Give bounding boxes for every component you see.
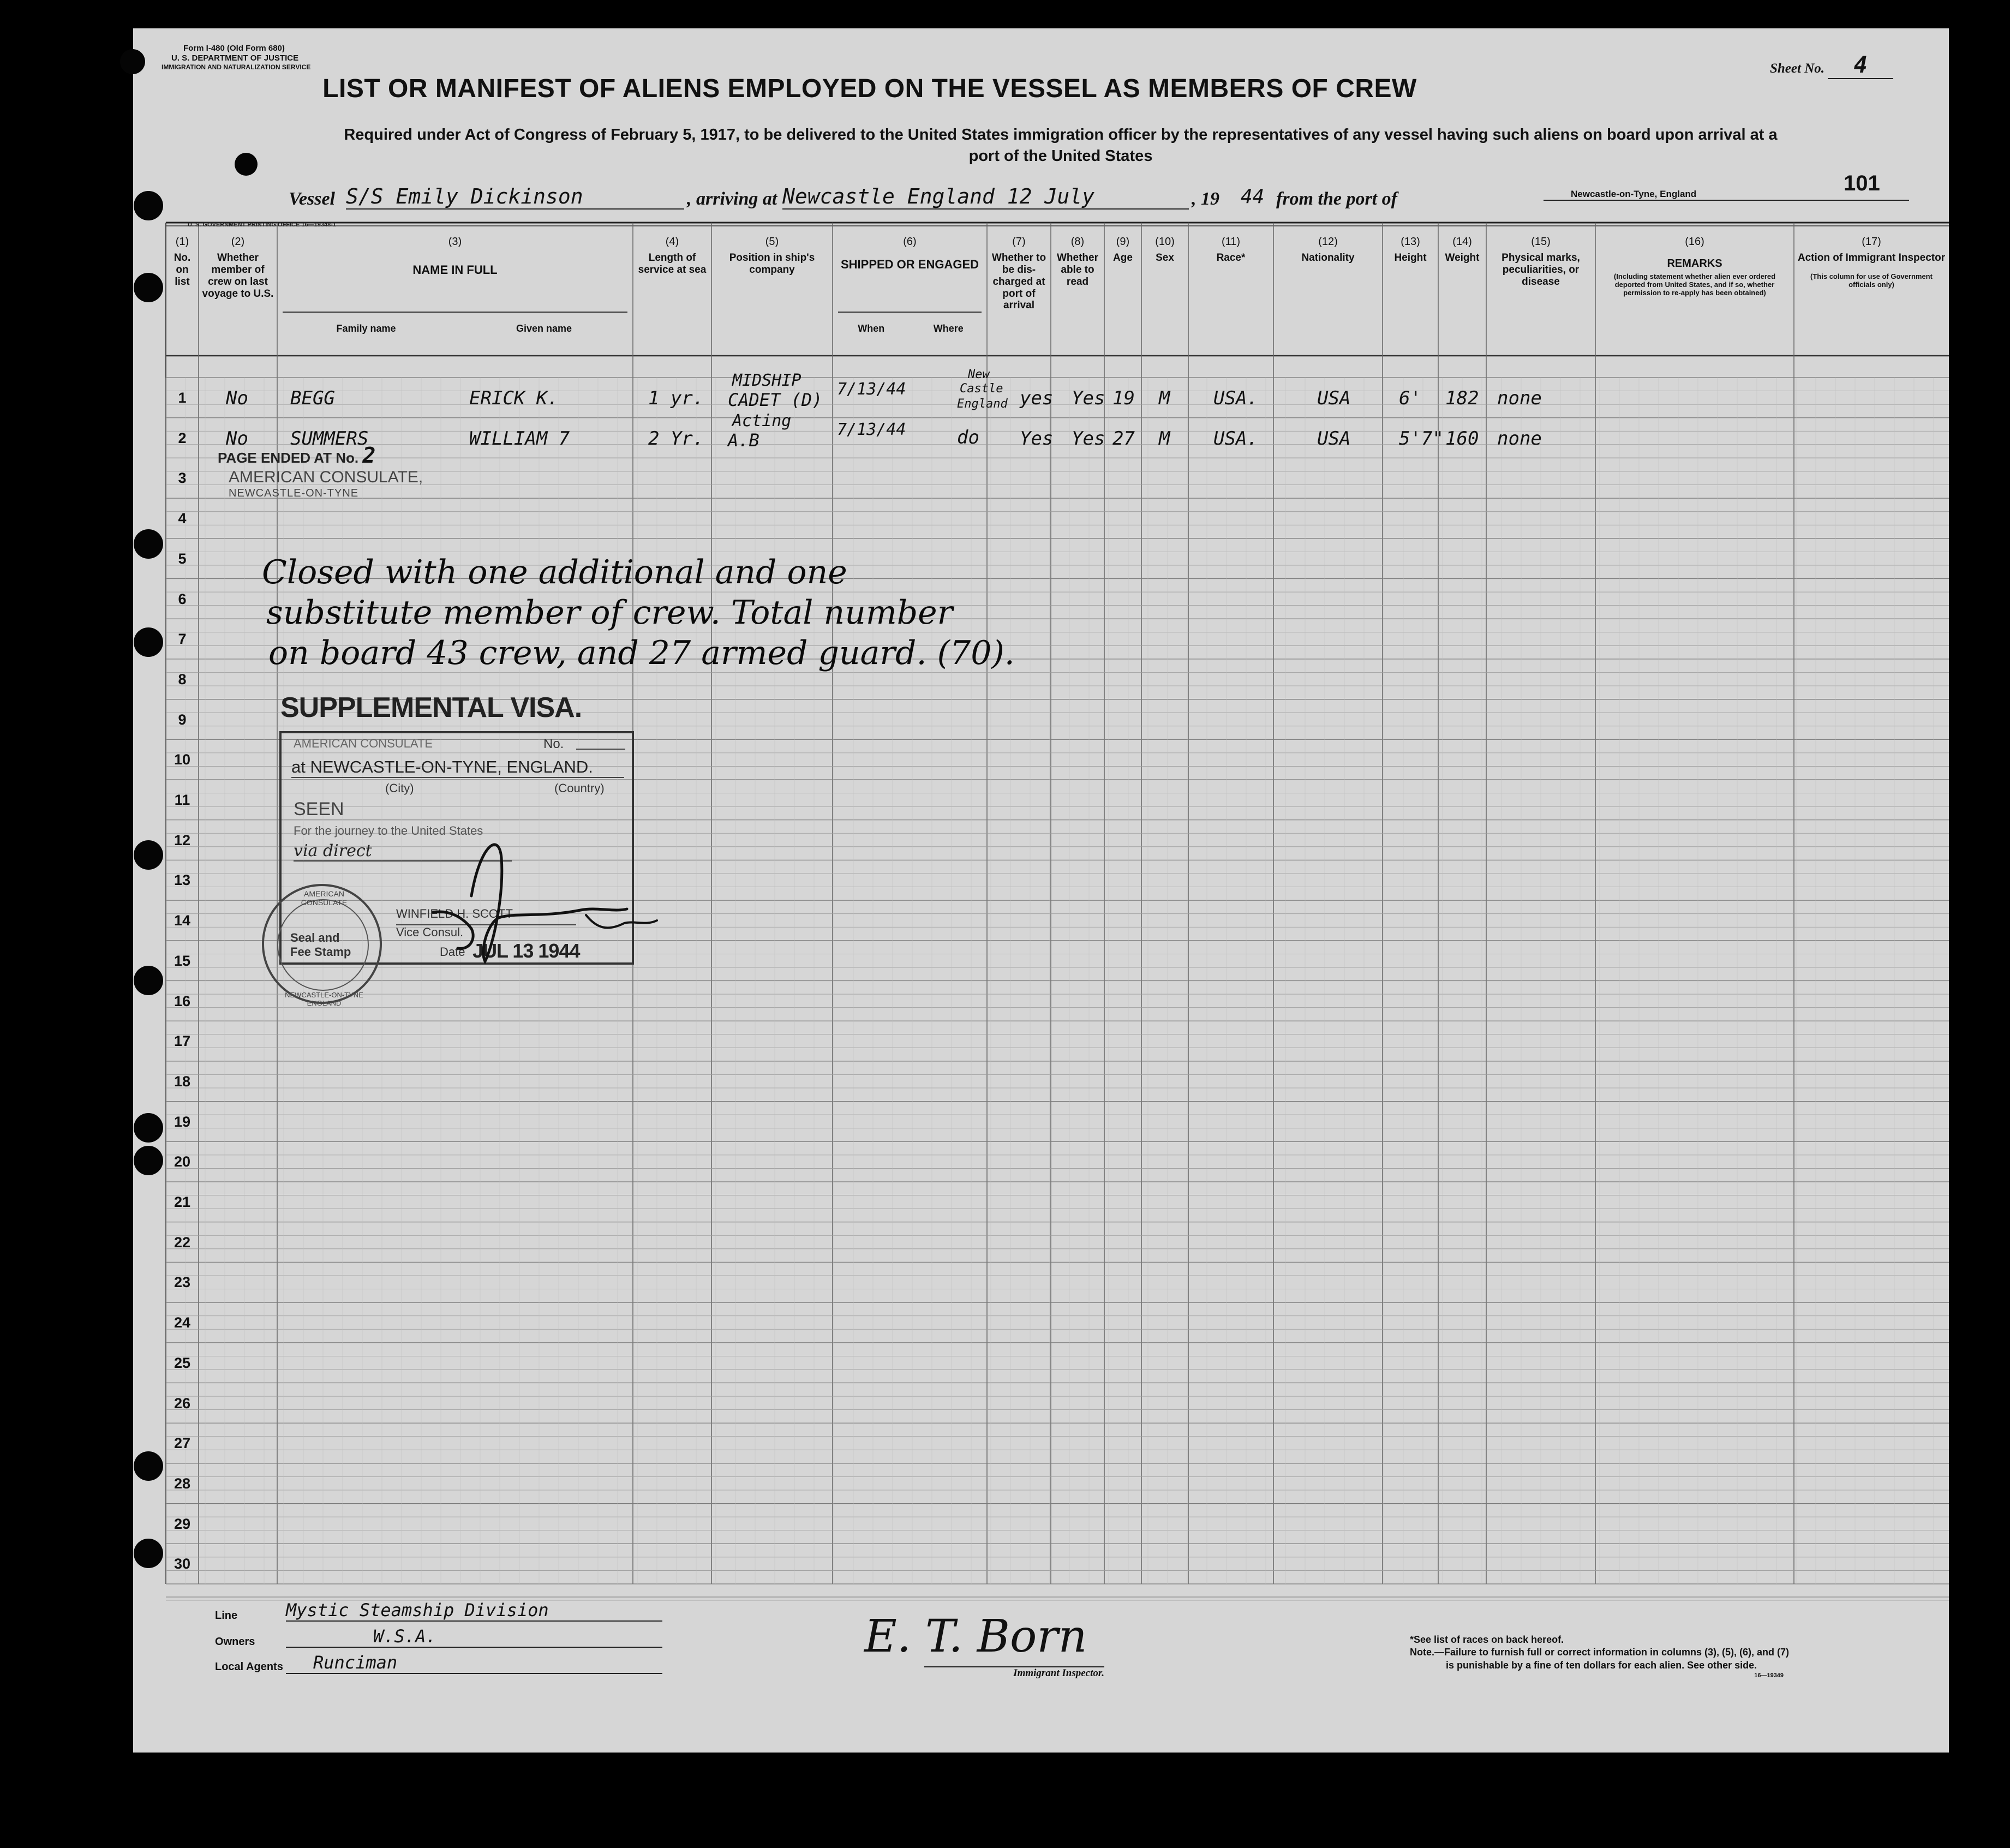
- entry-read: Yes: [1072, 427, 1105, 450]
- visa-date: JUL 13 1944: [472, 940, 580, 962]
- form-identifier: [161, 44, 310, 71]
- visa-heading: SUPPLEMENTAL VISA.: [280, 692, 582, 723]
- agents-value: Runciman: [286, 1652, 662, 1674]
- binder-hole: [134, 273, 163, 302]
- column-subheader-6-b: Where: [933, 323, 964, 334]
- binder-hole: [134, 1113, 163, 1143]
- column-header-9: Age: [1113, 252, 1133, 264]
- column-number-11: (11): [1221, 236, 1241, 248]
- entry-position2: CADET (D): [728, 390, 823, 410]
- entry-family: SUMMERS: [290, 427, 369, 450]
- entry-last-voyage: No: [226, 387, 248, 409]
- entry-age: 19: [1112, 387, 1135, 409]
- entry-given: ERICK K.: [469, 387, 559, 409]
- column-header-15: Physical marks, peculiarities, or disease: [1501, 252, 1580, 288]
- sheet-number: 4: [1828, 51, 1893, 79]
- page-ended-stamp: [218, 443, 423, 500]
- entry-position1: MIDSHIP: [732, 371, 801, 390]
- closing-note-line-3: on board 43 crew, and 27 armed guard. (70).: [268, 634, 1015, 672]
- row-number: 25: [174, 1354, 191, 1371]
- manifest-sheet: [133, 28, 1949, 1753]
- row-number: 11: [174, 792, 190, 808]
- row-number: 21: [174, 1194, 191, 1210]
- entry-family: BEGG: [290, 387, 335, 409]
- arriving-label: , arriving at: [687, 189, 777, 209]
- column-number-4: (4): [665, 236, 679, 248]
- column-header-2: Whether member of crew on last voyage to U.S.: [202, 252, 274, 300]
- year-prefix: , 19: [1192, 189, 1219, 209]
- column-number-17: (17): [1862, 236, 1881, 248]
- punch-mark: [120, 49, 145, 74]
- row-number: 15: [174, 952, 191, 969]
- column-number-13: (13): [1401, 236, 1420, 248]
- seal-ring-bottom: NEWCASTLE-ON-TYNE ENGLAND: [285, 991, 363, 1007]
- column-number-5: (5): [765, 236, 779, 248]
- row-number: 10: [174, 751, 191, 768]
- form-code: 16—19349: [1754, 1672, 1784, 1679]
- vessel-name: S/S Emily Dickinson: [346, 184, 684, 210]
- owners-label: Owners: [215, 1636, 255, 1648]
- entry-race: USA.: [1213, 387, 1258, 409]
- form-subtitle: [182, 124, 1939, 167]
- entry-marks: none: [1497, 427, 1542, 450]
- visa-city-label: (City): [385, 781, 414, 795]
- binder-hole: [134, 529, 163, 559]
- binder-hole: [134, 840, 163, 870]
- entry-weight: 160: [1445, 427, 1479, 450]
- entry-where3: England: [957, 397, 1008, 411]
- seal-text: Seal and Fee Stamp: [290, 931, 351, 959]
- from-label: from the port of: [1276, 189, 1397, 209]
- entry-where1: do: [957, 426, 979, 448]
- sheet-number-field: [1770, 51, 1893, 79]
- sheet-label: Sheet No.: [1770, 61, 1824, 76]
- entry-race: USA.: [1213, 427, 1258, 450]
- vessel-line: [289, 184, 1898, 215]
- department: U. S. DEPARTMENT OF JUSTICE: [171, 53, 299, 63]
- entry-service: 2 Yr.: [648, 427, 704, 450]
- column-number-2: (2): [231, 236, 245, 248]
- entry-position2: A.B: [728, 429, 759, 451]
- column-number-1: (1): [175, 236, 189, 248]
- row-number: 30: [174, 1556, 191, 1572]
- column-header-17: Action of Immigrant Inspector: [1797, 252, 1946, 264]
- note-line-1: Note.—Failure to furnish full or correct information in columns (3), (5), (6), and (7): [1410, 1647, 1790, 1658]
- binder-hole: [134, 966, 163, 995]
- vessel-label: Vessel: [289, 189, 335, 209]
- agents-label: Local Agents: [215, 1661, 283, 1673]
- column-number-15: (15): [1531, 236, 1551, 248]
- row-number: 18: [174, 1073, 191, 1090]
- visa-via: via direct: [294, 841, 512, 862]
- entry-read: Yes: [1072, 387, 1105, 409]
- consulate-line: AMERICAN CONSULATE,: [229, 468, 423, 486]
- from-port: Newcastle-on-Tyne, England: [1544, 189, 1909, 201]
- binder-hole: [134, 1146, 163, 1175]
- entry-discharged: Yes: [1020, 427, 1054, 450]
- column-header-16: REMARKS: [1667, 258, 1722, 270]
- page-ended-value: 2: [362, 443, 376, 468]
- entry-where2: Castle: [960, 382, 1003, 396]
- owners-value: W.S.A.: [286, 1626, 662, 1648]
- consul-signature: [368, 814, 673, 978]
- entry-marks: none: [1497, 387, 1542, 409]
- closing-note: [262, 552, 1015, 673]
- binder-hole: [134, 627, 163, 657]
- column-header-3: NAME IN FULL: [412, 263, 498, 277]
- column-header-12: Nationality: [1301, 252, 1355, 264]
- column-header-11: Race*: [1216, 252, 1246, 264]
- entry-age: 27: [1112, 427, 1135, 450]
- note-line-2: is punishable by a fine of ten dollars for each alien. See other side.: [1446, 1659, 1757, 1671]
- year-suffix: 44: [1241, 186, 1265, 208]
- row-number: 27: [174, 1435, 191, 1452]
- row-number: 8: [178, 671, 187, 687]
- entry-nationality: USA: [1317, 387, 1351, 409]
- visa-no-label: No.: [543, 737, 564, 751]
- footer-fields: [215, 1600, 706, 1682]
- entry-discharged: yes: [1020, 387, 1054, 409]
- column-number-10: (10): [1155, 236, 1175, 248]
- entry-position1: Acting: [732, 411, 792, 430]
- row-number: 3: [178, 470, 187, 487]
- row-number: 24: [174, 1314, 191, 1331]
- column-header-14: Weight: [1445, 252, 1480, 264]
- column-subheader-3-a: Family name: [336, 323, 396, 334]
- column-header-6: SHIPPED OR ENGAGED: [840, 258, 979, 271]
- inspector-label: Immigrant Inspector.: [924, 1666, 1104, 1679]
- service: IMMIGRATION AND NATURALIZATION SERVICE: [161, 63, 311, 71]
- entry-sex: M: [1159, 427, 1170, 450]
- row-number: 6: [178, 590, 187, 607]
- column-number-8: (8): [1070, 236, 1085, 248]
- row-number: 19: [174, 1113, 191, 1130]
- column-header-5: Position in ship's company: [729, 252, 815, 276]
- row-number: 22: [174, 1234, 191, 1251]
- punch-mark: [235, 153, 258, 176]
- closing-note-line-1: Closed with one additional and one: [262, 553, 847, 591]
- closing-note-line-2: substitute member of crew. Total number: [266, 594, 953, 632]
- entry-height: 6': [1399, 387, 1421, 409]
- row-number: 5: [178, 550, 187, 567]
- page-ended-label: PAGE ENDED AT No.: [218, 450, 359, 466]
- column-subheader-16-a: (Including statement whether alien ever ordered deported from United States, and if so, whether permission to re-apply has been obtained): [1613, 272, 1776, 297]
- column-number-6: (6): [903, 236, 917, 248]
- inspector-signature: E. T. Born: [864, 1611, 1087, 1662]
- row-number: 16: [174, 992, 191, 1009]
- entry-where1: New: [968, 368, 990, 381]
- column-header-13: Height: [1394, 252, 1427, 264]
- column-number-16: (16): [1685, 236, 1704, 248]
- column-number-14: (14): [1452, 236, 1472, 248]
- row-number: 20: [174, 1153, 191, 1170]
- binder-hole: [134, 191, 163, 220]
- entry-service: 1 yr.: [648, 387, 704, 409]
- row-number: 12: [174, 832, 191, 848]
- form-number: Form I-480 (Old Form 680): [183, 44, 285, 53]
- visa-country-label: (Country): [554, 781, 605, 795]
- visa-seen: SEEN: [294, 799, 344, 820]
- line-label: Line: [215, 1610, 238, 1622]
- entry-when: 7/13/44: [837, 420, 906, 439]
- column-header-1: No. on list: [174, 252, 191, 288]
- row-number: 9: [178, 711, 187, 728]
- column-header-4: Length of service at sea: [638, 252, 707, 276]
- visa-consulate: AMERICAN CONSULATE: [294, 737, 433, 750]
- entry-last-voyage: No: [226, 427, 248, 450]
- line-value: Mystic Steamship Division: [286, 1600, 662, 1622]
- binder-hole: [134, 1539, 163, 1568]
- row-number: 28: [174, 1475, 191, 1492]
- row-number: 7: [178, 631, 187, 648]
- column-header-10: Sex: [1156, 252, 1174, 264]
- binder-hole: [134, 1451, 163, 1481]
- visa-journey: For the journey to the United States: [294, 824, 483, 838]
- entry-nationality: USA: [1317, 427, 1351, 450]
- footer-notes: [1410, 1634, 1789, 1679]
- column-subheader-3-b: Given name: [516, 323, 572, 334]
- row-number: 14: [174, 912, 191, 929]
- consulate-seal: [262, 884, 382, 1007]
- column-header-7: Whether to be dis-charged at port of arrival: [991, 252, 1046, 312]
- visa-location: at NEWCASTLE-ON-TYNE, ENGLAND.: [291, 757, 624, 778]
- row-number: 2: [178, 429, 187, 446]
- print-office: U. S. GOVERNMENT PRINTING OFFICE 16—19348-1: [188, 222, 337, 228]
- entry-sex: M: [1159, 387, 1170, 409]
- column-number-3: (3): [448, 236, 462, 248]
- visa-date-label: Date: [440, 945, 465, 959]
- visa-no-line: [576, 749, 625, 750]
- row-number: 26: [174, 1395, 191, 1412]
- entry-height: 5'7": [1399, 427, 1444, 450]
- row-number: 17: [174, 1033, 191, 1050]
- seal-ring-top: AMERICAN CONSULATE: [301, 889, 348, 907]
- entry-given: WILLIAM 7: [469, 427, 570, 450]
- row-number: 1: [178, 390, 187, 406]
- races-note: *See list of races on back hereof.: [1410, 1634, 1564, 1645]
- subtitle-line-1: Required under Act of Congress of February 5, 1917, to be delivered to the United States immigration officer by the representatives of any vessel having such aliens on board upon arrival at a: [344, 126, 1778, 143]
- row-number: 4: [178, 510, 187, 527]
- row-number: 23: [174, 1274, 191, 1291]
- column-header-8: Whether able to read: [1057, 252, 1098, 288]
- row-number: 13: [174, 872, 191, 889]
- column-subheader-17-a: (This column for use of Government officials only): [1810, 272, 1933, 289]
- page-code: 101: [1844, 171, 1880, 195]
- entry-when: 7/13/44: [837, 380, 906, 399]
- form-title: LIST OR MANIFEST OF ALIENS EMPLOYED ON THE VESSEL AS MEMBERS OF CREW: [322, 74, 1417, 103]
- arriving-place: Newcastle England 12 July: [782, 184, 1189, 210]
- column-number-9: (9): [1116, 236, 1130, 248]
- subtitle-line-2: port of the United States: [968, 147, 1153, 165]
- row-number: 29: [174, 1515, 191, 1532]
- consulate-city: NEWCASTLE-ON-TYNE: [229, 487, 359, 499]
- visa-consul-name: WINFIELD H. SCOTT: [396, 907, 513, 920]
- column-number-7: (7): [1012, 236, 1026, 248]
- entry-weight: 182: [1445, 387, 1479, 409]
- visa-consul-title: Vice Consul.: [396, 924, 576, 940]
- column-number-12: (12): [1318, 236, 1338, 248]
- column-subheader-6-a: When: [858, 323, 885, 334]
